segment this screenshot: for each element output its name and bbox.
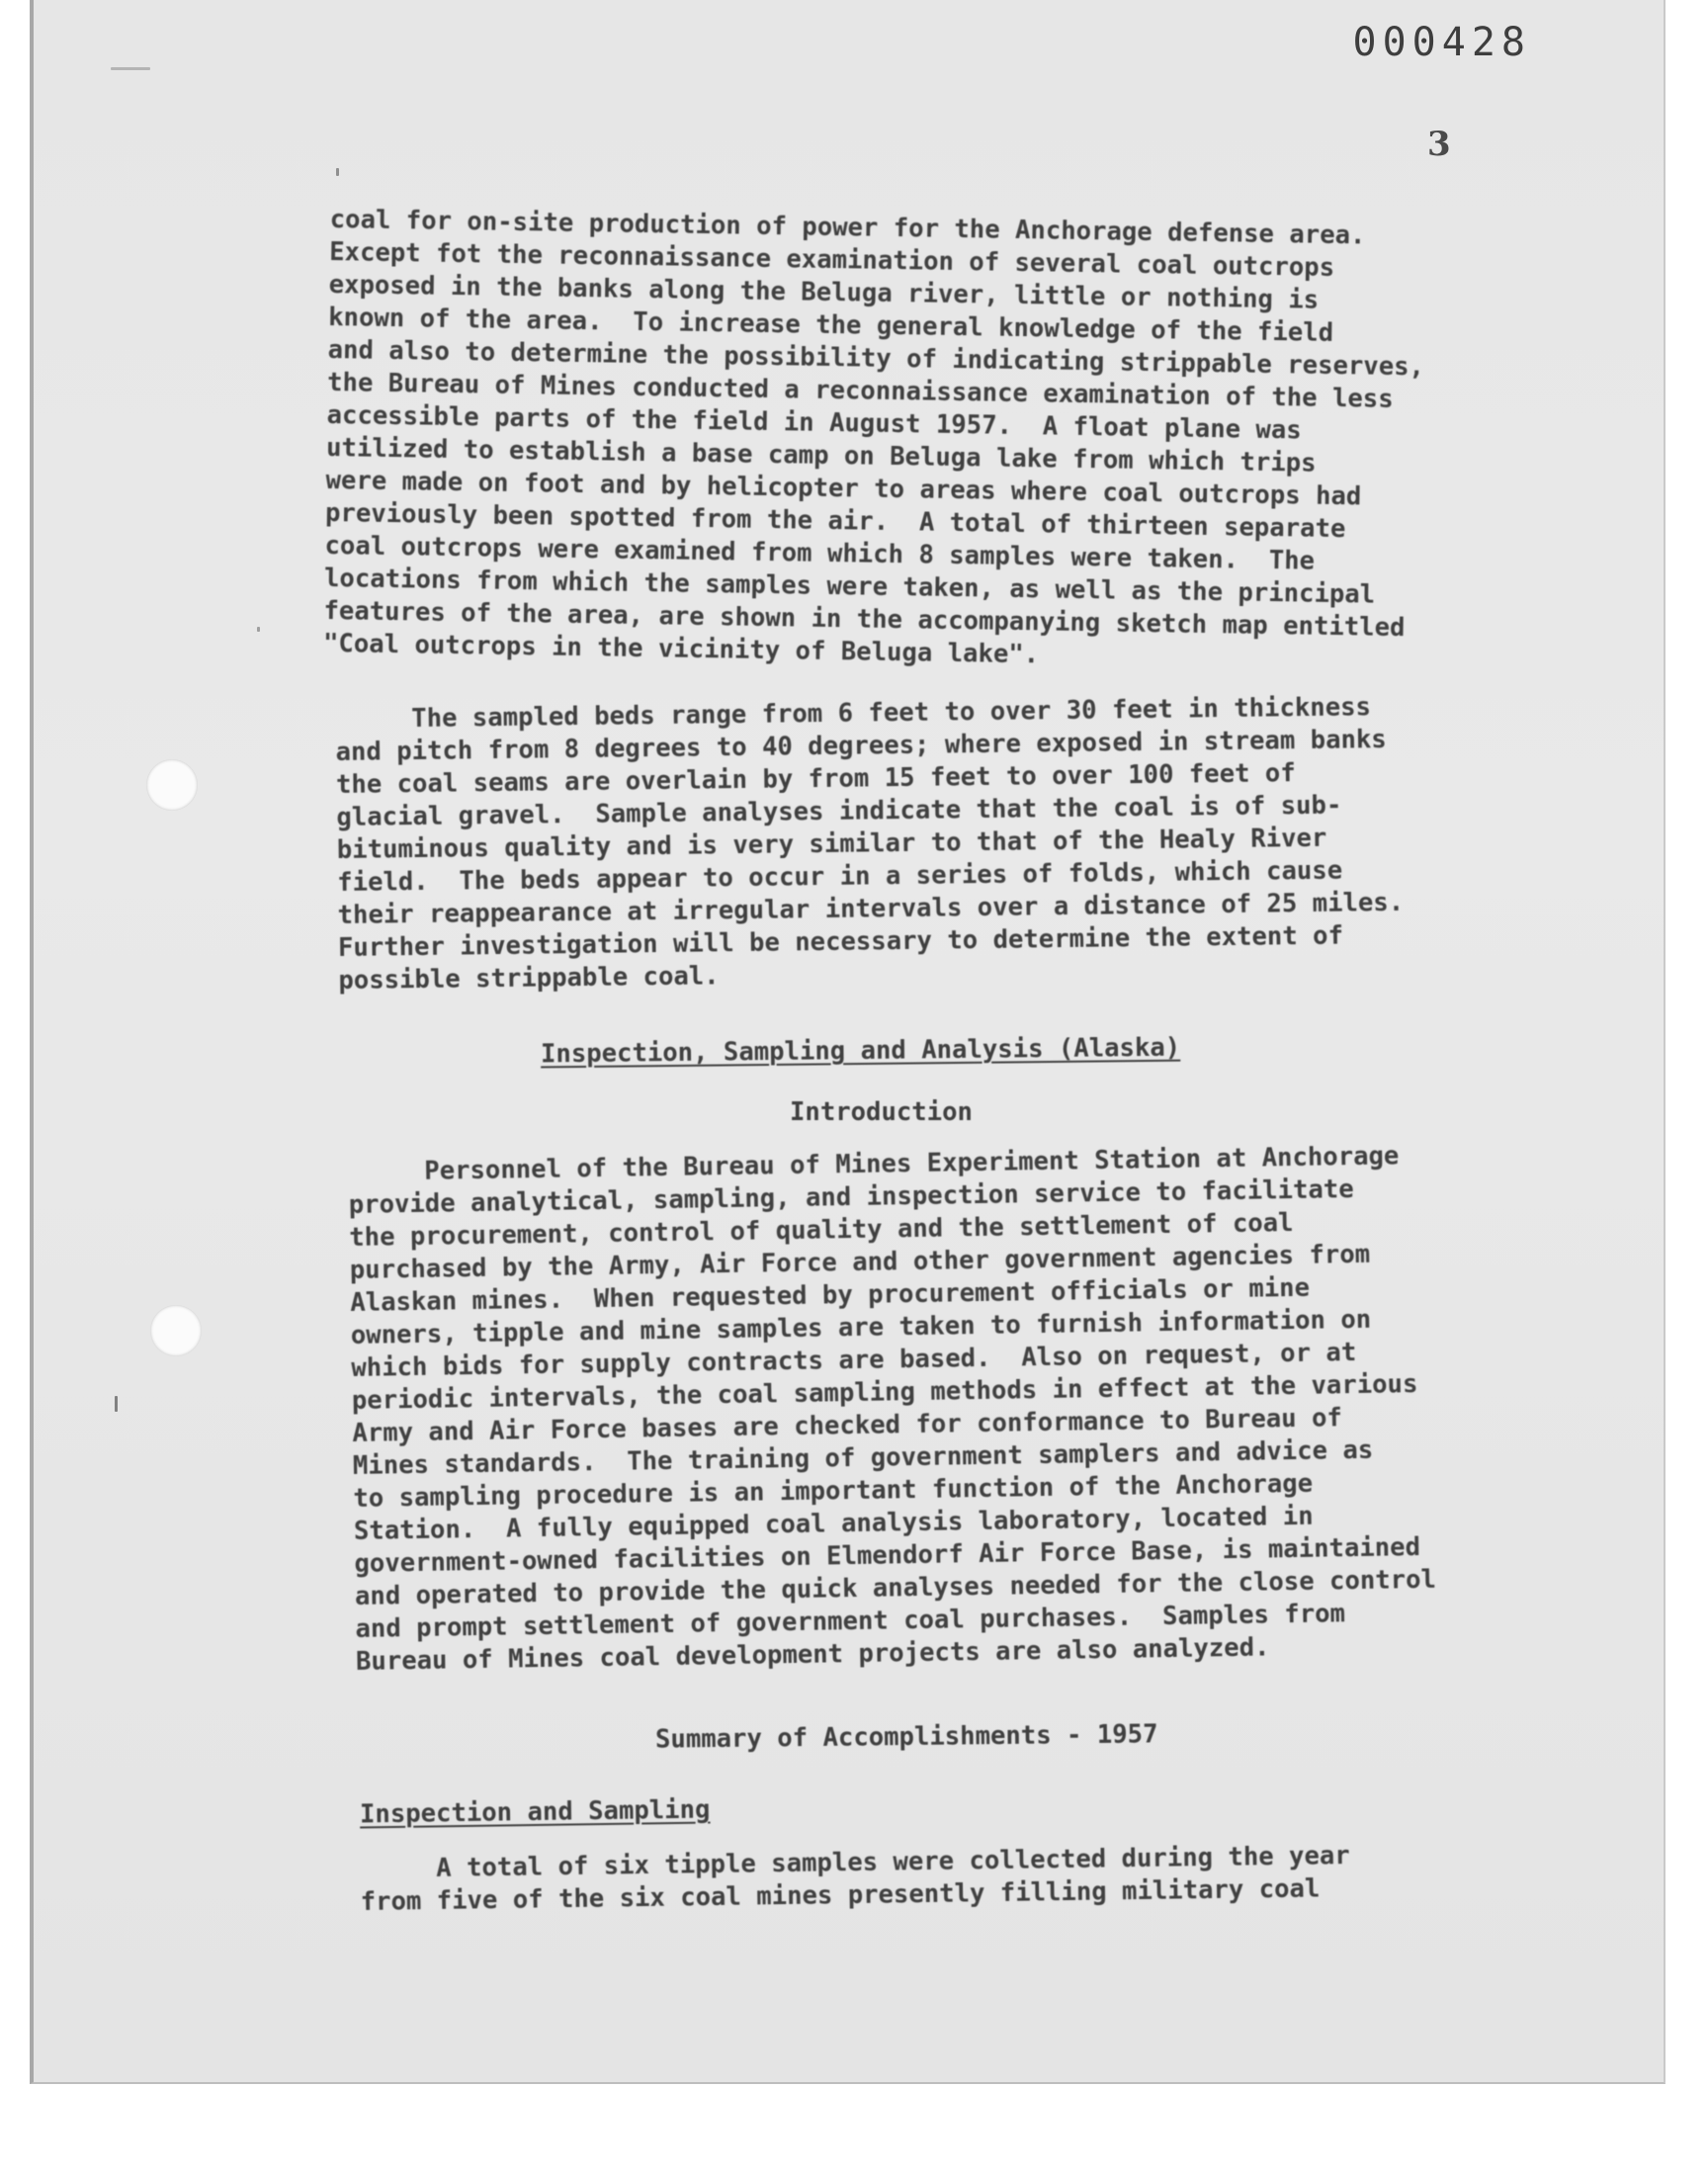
page-number: 3	[1427, 125, 1451, 164]
scan-speck	[111, 67, 150, 70]
paragraph-personnel: Personnel of the Bureau of Mines Experiment Station at Anchorage provide analytical, sampling, and inspection service to facilitate the procurement, control of quality and the settlement of coal purchased by the Army, Air Force and other government agencies from Alaskan mines. When requested by procurement officials or mine owners, tipple and mine samples are taken to furnish information on which bids for supply contracts are based. Also on request, or at periodic intervals, the coal sampling methods in effect at the various Army and Air Force bases are checked for conformance to Bureau of Mines standards. The training of government samplers and advice as to sampling procedure is an important function of the Anchorage Station. A fully equipped coal analysis laboratory, located in government-owned facilities on Elmendorf Air Force Base, is maintained and operated to provide the quick analyses needed for the close control and prompt settlement of government coal purchases. Samples from Bureau of Mines coal development projects are also analyzed.	[348, 1141, 1437, 1677]
paragraph-beluga-field: coal for on-site production of power for the Anchorage defense area. Except fot the reconnaissance examination of several coal outcrops exposed in the banks along the Beluga river, little or nothing is known of the area. To increase the general knowledge of the field and also to determine the possibility of indicating strippable reserves, the Bureau of Mines conducted a reconnaissance examination of the less accessible parts of the field in August 1957. A float plane was utilized to establish a base camp on Beluga lake from which trips were made on foot and by helicopter to areas where coal outcrops had previously been spotted from the air. A total of thirteen separate coal outcrops were examined from which 8 samples were taken. The locations from which the samples were taken, as well as the principal features of the area, are shown in the accompanying sketch map entitled "Coal outcrops in the vicinity of Beluga lake".	[322, 204, 1425, 670]
inspection-heading: Inspection and Sampling	[359, 1794, 711, 1830]
document-id: 000428	[1352, 20, 1531, 65]
scan-speck	[257, 627, 260, 632]
scan-speck	[115, 1396, 118, 1412]
paragraph-tipple-samples: A total of six tipple samples were collected during the year from five of the six coal mines presently filling military coal	[360, 1841, 1350, 1917]
scanned-page	[30, 0, 1665, 2084]
punch-hole	[146, 759, 198, 811]
punch-hole	[150, 1305, 202, 1356]
section-heading: Inspection, Sampling and Analysis (Alaska)	[540, 1032, 1181, 1070]
paragraph-sampled-beds: The sampled beds range from 6 feet to over 30 feet in thickness and pitch from 8 degrees to 40 degrees; where exposed in stream banks the coal seams are overlain by from 15 feet to over 100 feet of glacial gravel. Sample analyses indicate that the coal is of sub- bituminous quality and is very similar to that of the Healy River field. The beds appear to occur in a series of folds, which cause their reappearance at irregular intervals over a distance of 25 miles. Further investigation will be necessary to determine the extent of possible strippable coal.	[335, 692, 1405, 996]
scan-speck	[336, 168, 339, 176]
summary-heading: Summary of Accomplishments - 1957	[654, 1719, 1158, 1755]
introduction-heading: Introduction	[790, 1097, 973, 1127]
